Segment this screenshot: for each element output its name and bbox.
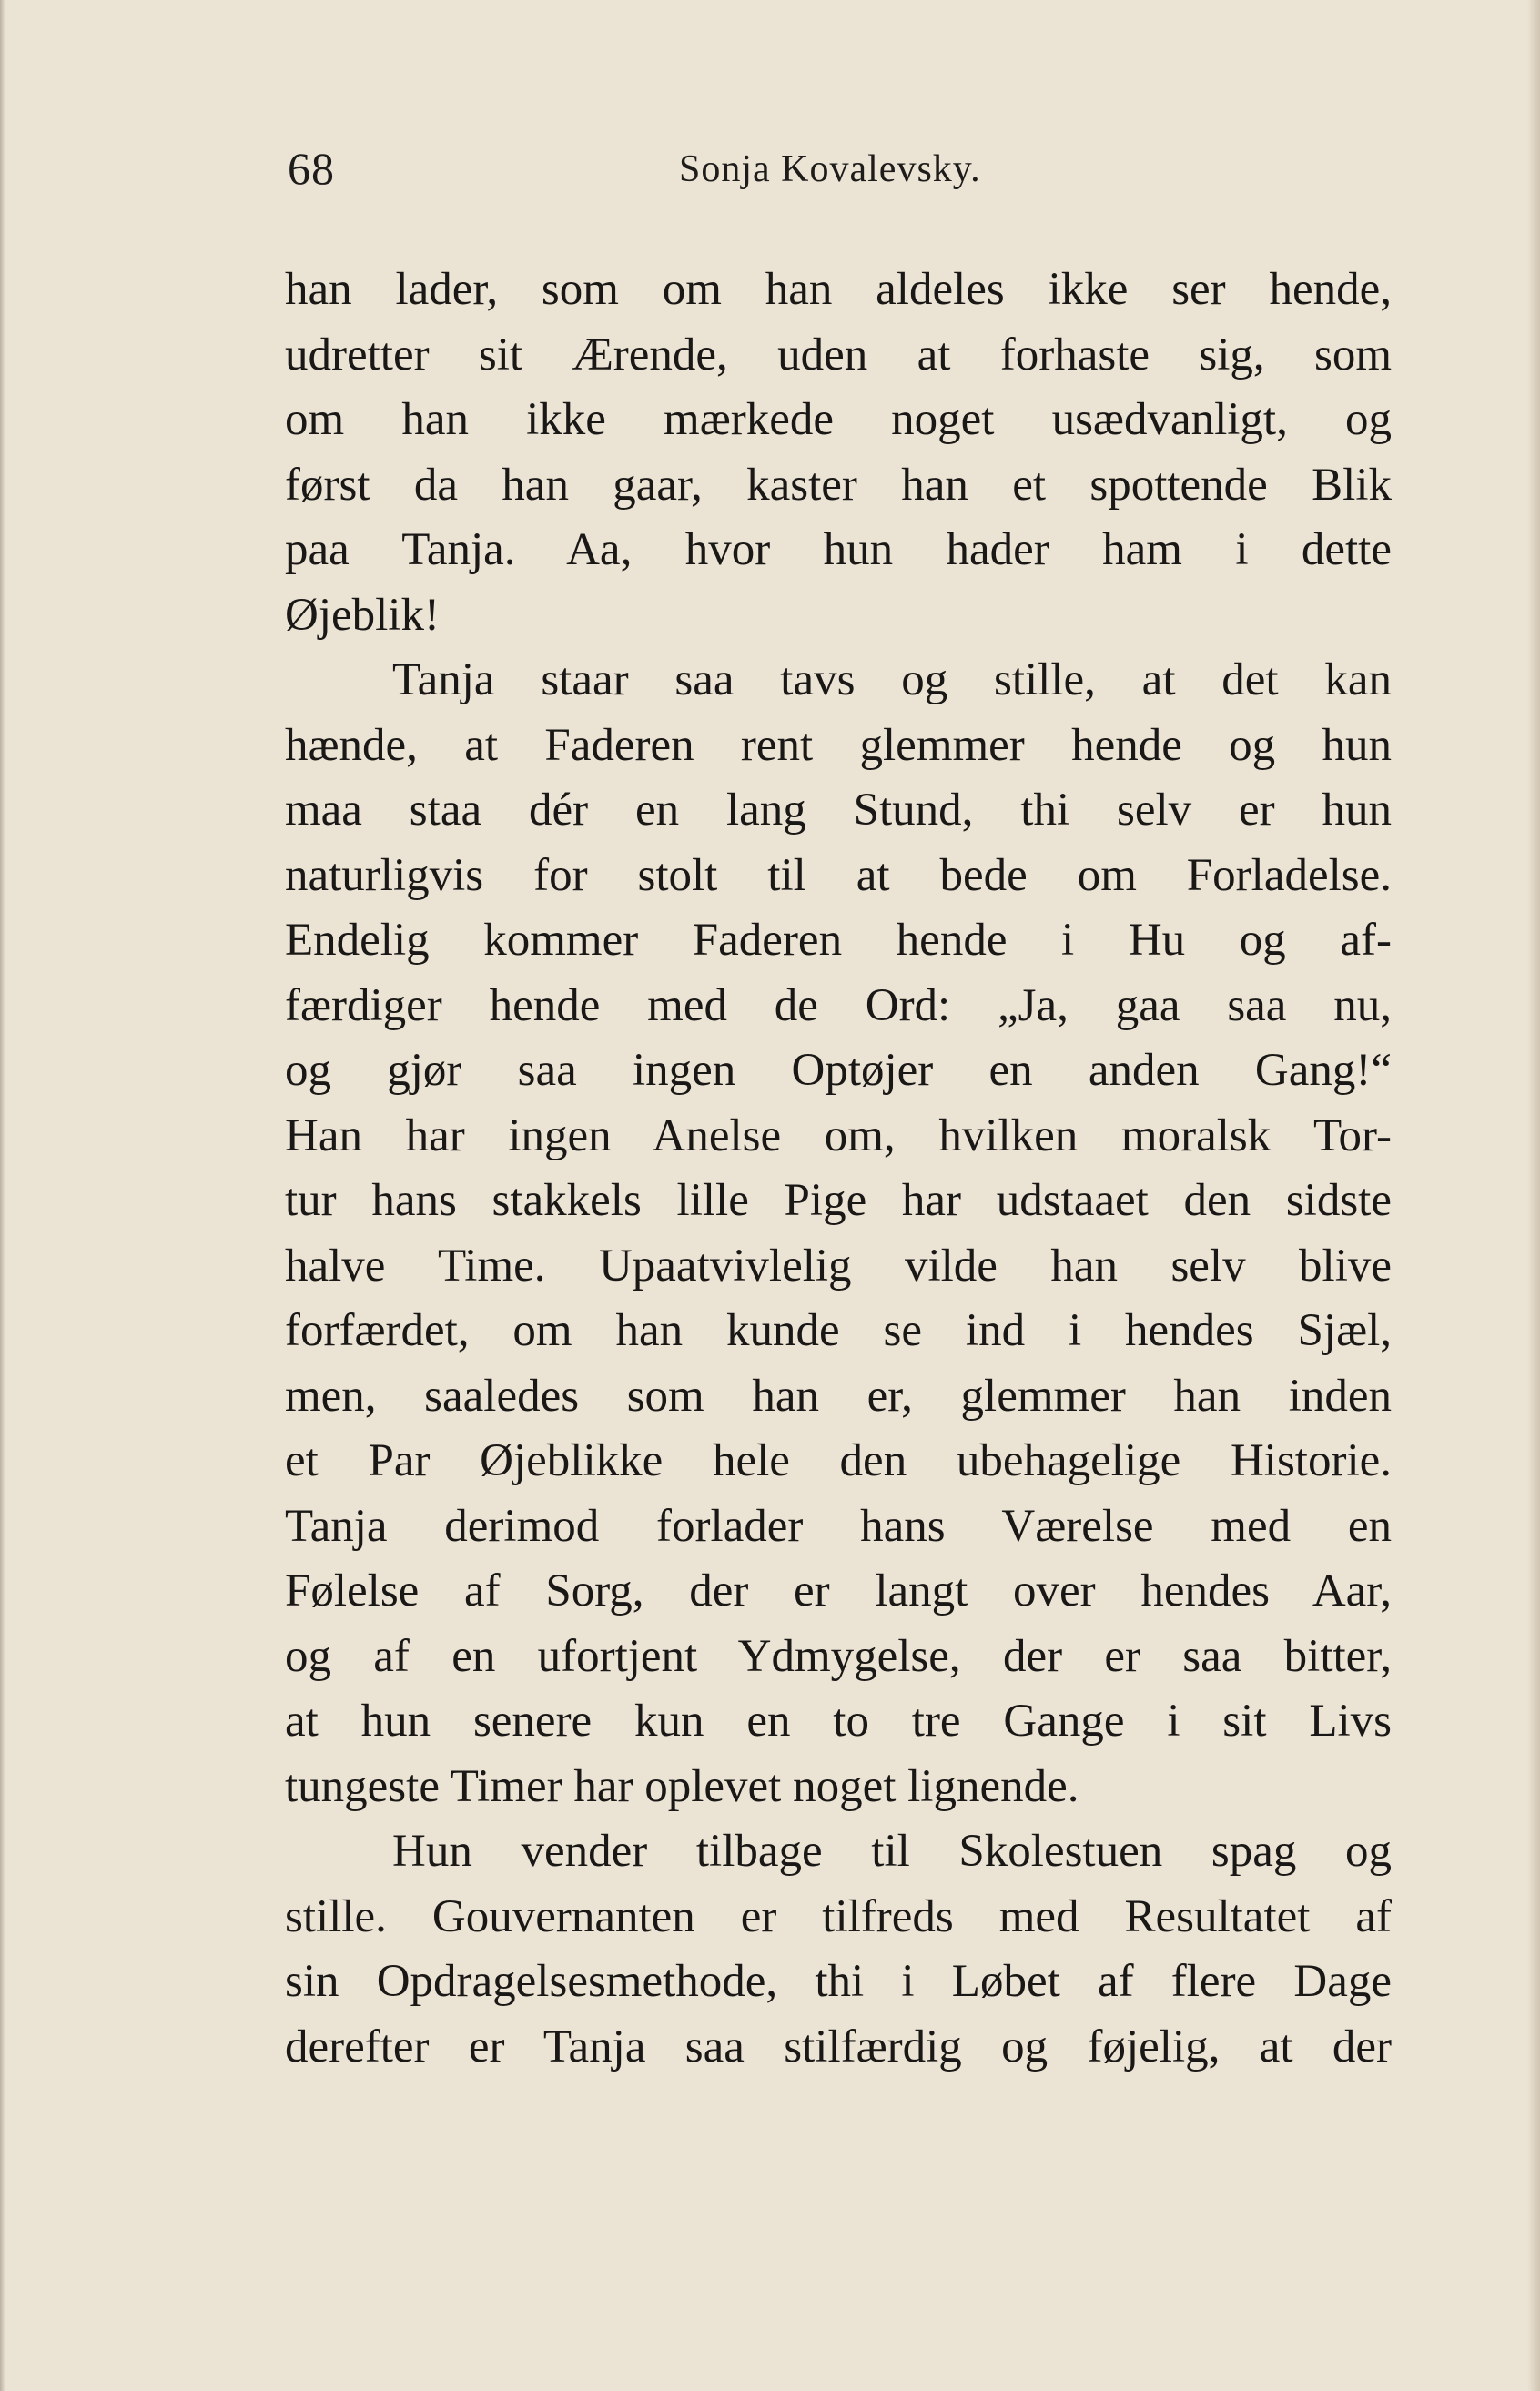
text-line: tungeste Timer har oplevet noget lignende. [285, 1760, 1079, 1812]
text-line: han lader, som om han aldeles ikke ser hende, [285, 264, 1392, 315]
text-line: Endelig kommer Faderen hende i Hu og af- [285, 915, 1392, 966]
text-line: men, saaledes som han er, glemmer han inden [285, 1370, 1392, 1422]
text-line: Han har ingen Anelse om, hvilken moralsk Tor- [285, 1109, 1392, 1161]
text-line: stille. Gouvernanten er tilfreds med Resultatet af [285, 1890, 1392, 1942]
running-title: Sonja Kovalevsky. [679, 148, 981, 190]
text-line: maa staa dér en lang Stund, thi selv er hun [285, 785, 1392, 836]
text-line: forfærdet, om han kunde se ind i hendes Sjæl, [285, 1305, 1392, 1356]
text-line: Følelse af Sorg, der er langt over hendes Aar, [285, 1565, 1392, 1616]
paragraph-start-line: Hun vender tilbage til Skolestuen spag og [392, 1826, 1392, 1877]
text-line: halve Time. Upaatvivlelig vilde han selv blive [285, 1240, 1392, 1292]
body-text [285, 258, 1392, 2080]
text-line: Øjeblik! [285, 589, 440, 641]
text-line: naturligvis for stolt til at bede om Forladelse. [285, 849, 1392, 901]
text-line: og gjør saa ingen Optøjer en anden Gang!“ [285, 1045, 1392, 1096]
text-line: færdiger hende med de Ord: „Ja, gaa saa nu, [285, 979, 1392, 1031]
page-edge-right [1527, 0, 1540, 2391]
text-line: sin Opdragelsesmethode, thi i Løbet af flere Dage [285, 1956, 1392, 2007]
text-line: om han ikke mærkede noget usædvanligt, og [285, 394, 1392, 445]
page-edge-left [0, 0, 5, 2391]
text-line: derefter er Tanja saa stilfærdig og føjelig, at der [285, 2021, 1392, 2072]
text-line: et Par Øjeblikke hele den ubehagelige Historie. [285, 1435, 1392, 1486]
page-number: 68 [288, 143, 335, 194]
paragraph-start-line: Tanja staar saa tavs og stille, at det kan [392, 654, 1392, 705]
text-line: først da han gaar, kaster han et spottende Blik [285, 459, 1392, 511]
text-line: hænde, at Faderen rent glemmer hende og hun [285, 719, 1392, 771]
text-line: at hun senere kun en to tre Gange i sit Livs [285, 1696, 1392, 1747]
text-line: tur hans stakkels lille Pige har udstaaet den sidste [285, 1175, 1392, 1226]
running-header [288, 137, 1398, 200]
text-line: Tanja derimod forlader hans Værelse med en [285, 1500, 1392, 1552]
text-line: udretter sit Ærende, uden at forhaste sig, som [285, 329, 1392, 380]
text-line: og af en ufortjent Ydmygelse, der er saa bitter, [285, 1630, 1392, 1682]
text-line: paa Tanja. Aa, hvor hun hader ham i dette [285, 524, 1392, 575]
